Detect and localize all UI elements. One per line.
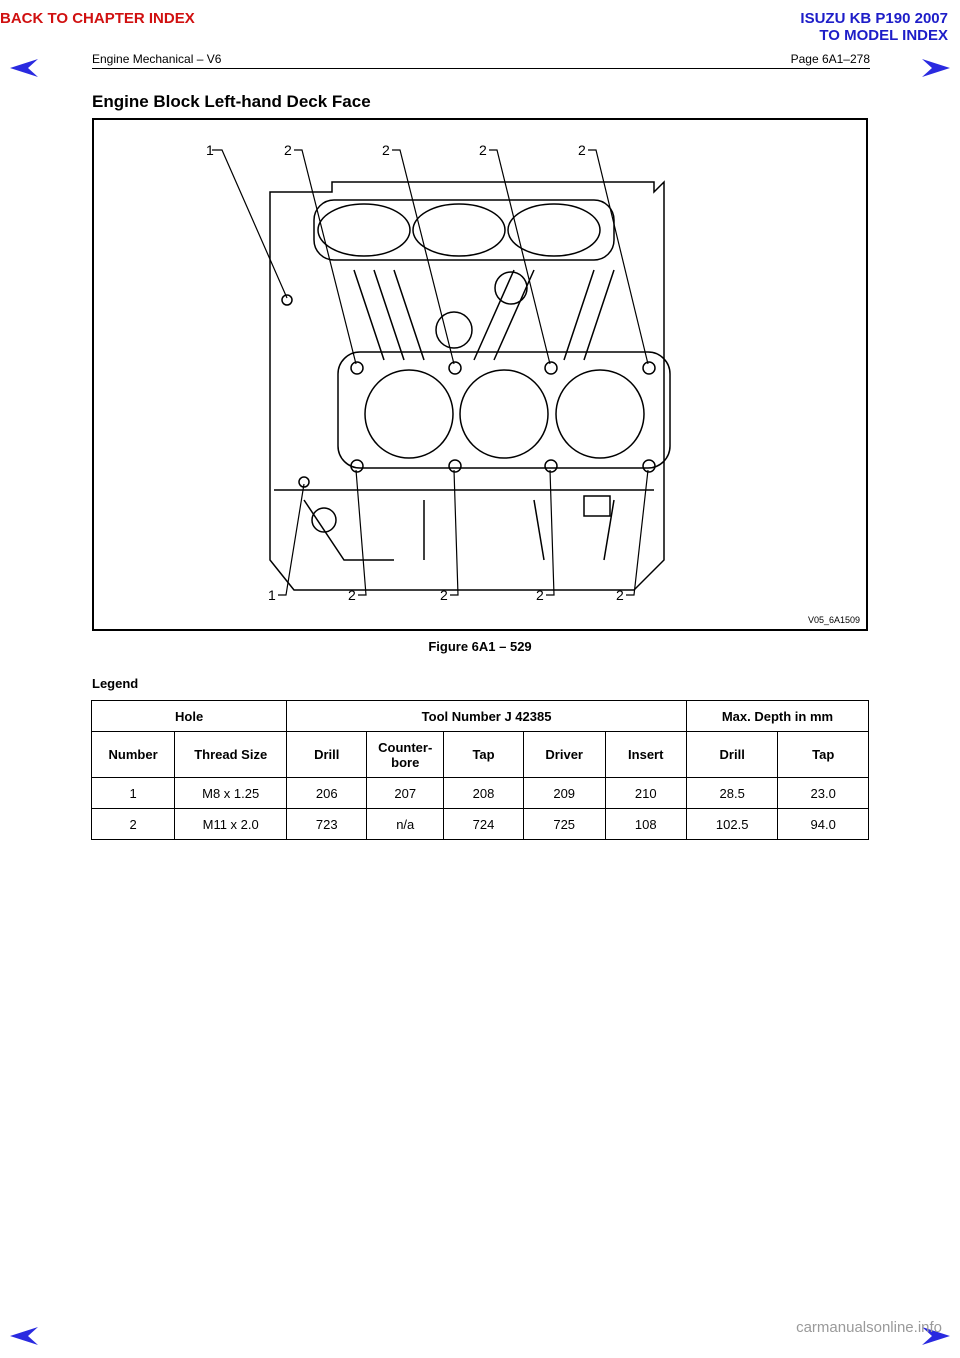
table-row xyxy=(92,809,869,840)
table-cell: 206 xyxy=(287,778,367,809)
legend-heading: Legend xyxy=(92,676,139,691)
table-cell: 724 xyxy=(444,809,524,840)
upper-bore-1 xyxy=(318,204,410,256)
page-number: Page 6A1–278 xyxy=(790,52,870,66)
column-header: Tap xyxy=(444,732,524,778)
watermark: carmanualsonline.info xyxy=(796,1319,942,1336)
group-header-hole: Hole xyxy=(92,701,287,732)
callout-bottom-1: 1 xyxy=(268,587,276,603)
column-header: Number xyxy=(92,732,175,778)
cylinder-bore-2 xyxy=(460,370,548,458)
callout-bottom-3: 2 xyxy=(440,587,448,603)
column-header: Thread Size xyxy=(175,732,287,778)
table-cell: 725 xyxy=(523,809,605,840)
callout-top-3: 2 xyxy=(382,142,390,158)
table-cell: 94.0 xyxy=(778,809,869,840)
block-outline xyxy=(270,182,664,590)
column-header: Drill xyxy=(287,732,367,778)
callout-top-5: 2 xyxy=(578,142,586,158)
column-header: Insert xyxy=(605,732,686,778)
table-cell: 102.5 xyxy=(686,809,777,840)
callout-top-2: 2 xyxy=(284,142,292,158)
table-cell: 723 xyxy=(287,809,367,840)
previous-page-icon[interactable] xyxy=(8,1324,40,1348)
callout-bottom-4: 2 xyxy=(536,587,544,603)
table-cell: 23.0 xyxy=(778,778,869,809)
header-divider xyxy=(92,68,870,69)
table-cell: 207 xyxy=(367,778,444,809)
table-cell: n/a xyxy=(367,809,444,840)
cylinder-bore-1 xyxy=(365,370,453,458)
engine-block-diagram xyxy=(94,120,866,629)
table-cell: 208 xyxy=(444,778,524,809)
table-cell: M11 x 2.0 xyxy=(175,809,287,840)
group-header-depth: Max. Depth in mm xyxy=(686,701,868,732)
to-model-index[interactable]: TO MODEL INDEX xyxy=(819,27,948,44)
group-header-tool: Tool Number J 42385 xyxy=(287,701,687,732)
table-cell: 209 xyxy=(523,778,605,809)
next-page-icon[interactable] xyxy=(920,56,952,80)
figure-code: V05_6A1509 xyxy=(807,615,860,625)
previous-page-icon[interactable] xyxy=(8,56,40,80)
column-header: Counter-bore xyxy=(367,732,444,778)
callout-top-1: 1 xyxy=(206,142,214,158)
column-header: Tap xyxy=(778,732,869,778)
engine-block-figure xyxy=(92,118,868,631)
cylinder-bore-3 xyxy=(556,370,644,458)
table-cell: 210 xyxy=(605,778,686,809)
table-cell: 2 xyxy=(92,809,175,840)
column-header: Driver xyxy=(523,732,605,778)
upper-deck xyxy=(314,200,614,260)
page-title: Engine Block Left-hand Deck Face xyxy=(92,92,371,111)
table-group-header-row xyxy=(92,701,869,732)
callout-top-4: 2 xyxy=(479,142,487,158)
column-header: Drill xyxy=(686,732,777,778)
table-row xyxy=(92,778,869,809)
table-cell: M8 x 1.25 xyxy=(175,778,287,809)
model-index-link[interactable] xyxy=(800,10,948,44)
upper-bore-2 xyxy=(413,204,505,256)
figure-caption: Figure 6A1 – 529 xyxy=(428,639,532,654)
table-cell: 108 xyxy=(605,809,686,840)
section-name: Engine Mechanical – V6 xyxy=(92,52,222,66)
model-name: ISUZU KB P190 2007 xyxy=(800,10,948,27)
back-to-chapter-index-link[interactable]: BACK TO CHAPTER INDEX xyxy=(0,10,195,27)
legend-table xyxy=(91,700,869,840)
table-column-header-row xyxy=(92,732,869,778)
callout-bottom-2: 2 xyxy=(348,587,356,603)
table-cell: 28.5 xyxy=(686,778,777,809)
callout-bottom-5: 2 xyxy=(616,587,624,603)
table-cell: 1 xyxy=(92,778,175,809)
